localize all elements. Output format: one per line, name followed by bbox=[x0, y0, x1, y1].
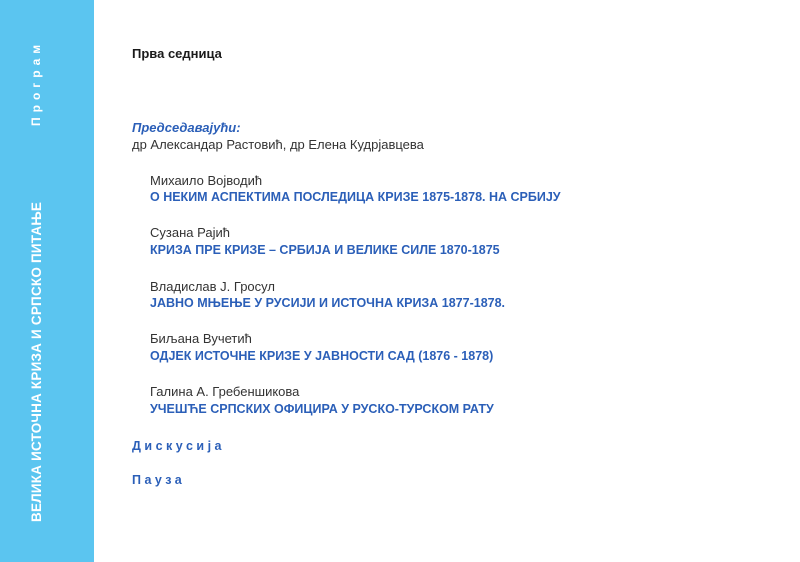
talk-author: Сузана Рајић bbox=[150, 225, 230, 240]
session-title: Прва седница bbox=[132, 46, 222, 61]
talk-title: ОДЈЕК ИСТОЧНЕ КРИЗЕ У ЈАВНОСТИ САД (1876 - 1878) bbox=[150, 349, 494, 363]
chairs-label: Председавајући: bbox=[132, 120, 241, 135]
chairs-names: др Александар Растовић, др Елена Кудрјавцева bbox=[132, 137, 424, 152]
talk-title: О НЕКИМ АСПЕКТИМА ПОСЛЕДИЦА КРИЗЕ 1875-1878. НА СРБИЈУ bbox=[150, 190, 561, 204]
book-title: ВЕЛИКА ИСТОЧНА КРИЗА И СРПСКО ПИТАЊЕ bbox=[29, 201, 44, 522]
talk-author: Галина А. Гребеншикова bbox=[150, 384, 300, 399]
pause-label: Пауза bbox=[132, 473, 186, 487]
talk-author: Владислав Ј. Гросул bbox=[150, 279, 275, 294]
talk-title: КРИЗА ПРЕ КРИЗЕ – СРБИЈА И ВЕЛИКЕ СИЛЕ 1870-1875 bbox=[150, 243, 500, 257]
talk-author: Михаило Војводић bbox=[150, 173, 263, 188]
talk-title: ЈАВНО МЊЕЊЕ У РУСИЈИ И ИСТОЧНА КРИЗА 1877-1878. bbox=[150, 296, 506, 310]
program-label: Програм bbox=[29, 39, 43, 126]
discussion-label: Дискусија bbox=[132, 439, 225, 453]
talk-author: Биљана Вучетић bbox=[150, 331, 252, 346]
talk-title: УЧЕШЋЕ СРПСКИХ ОФИЦИРА У РУСКО-ТУРСКОМ РАТУ bbox=[150, 402, 494, 416]
